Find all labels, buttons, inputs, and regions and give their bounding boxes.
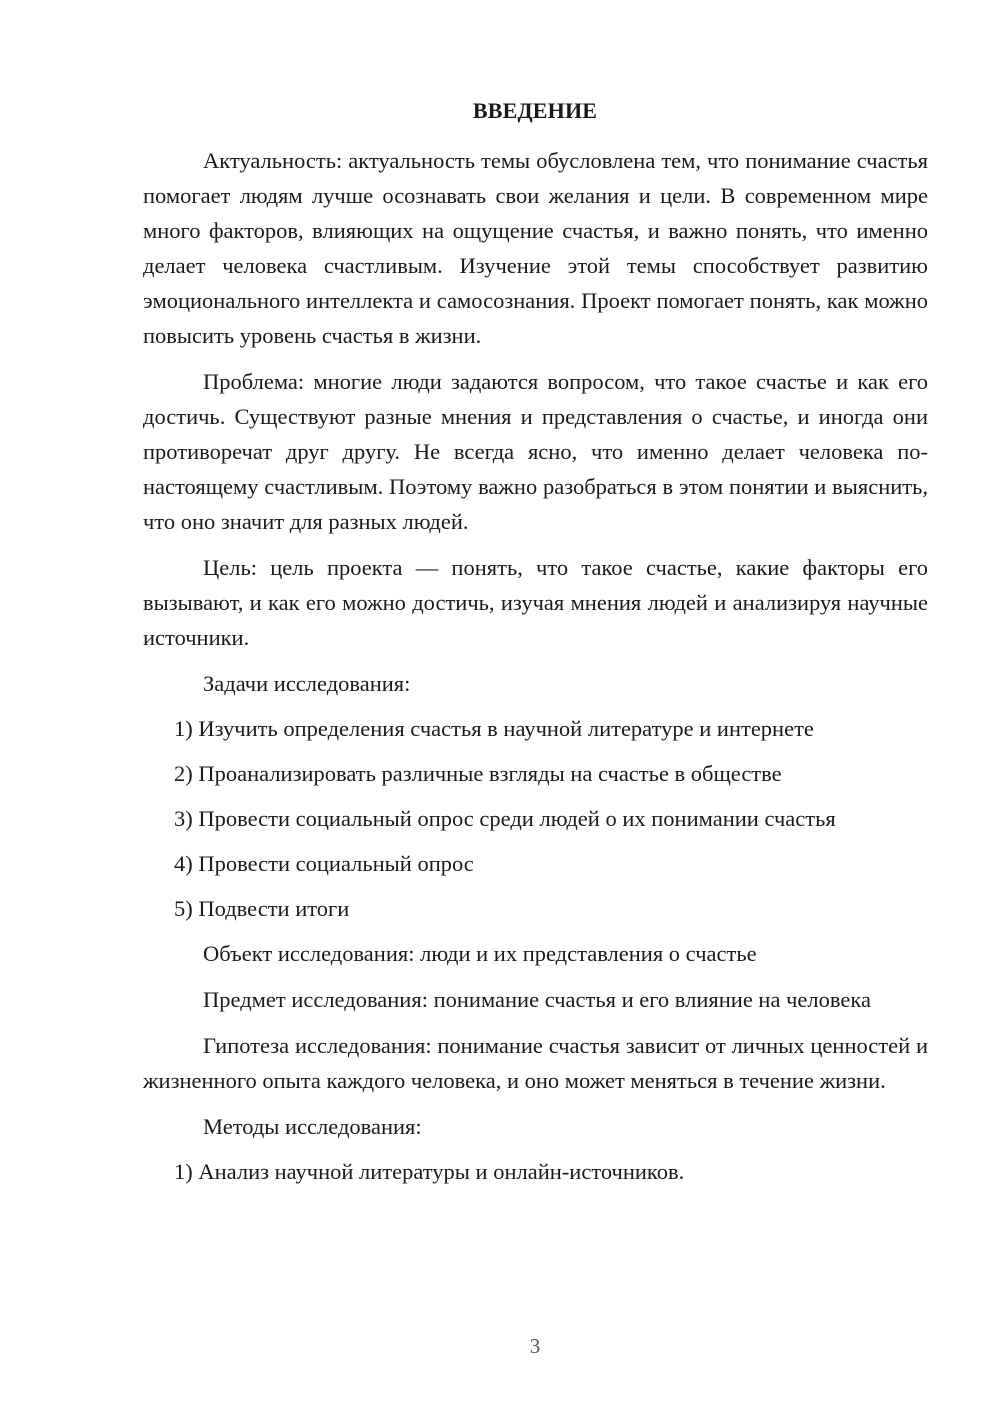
paragraph-hypothesis: Гипотеза исследования: понимание счастья зависит от личных ценностей и жизненного опыта каждого человека, и оно может меняться в течение жизни. [143,1033,928,1093]
page-title: ВВЕДЕНИЕ [472,98,598,123]
paragraph-subject: Предмет исследования: понимание счастья и его влияние на человека [203,987,871,1012]
task-item: 2) Проанализировать различные взгляды на счастье в обществе [174,761,782,786]
methods-label: Методы исследования: [203,1114,422,1139]
task-item: 1) Изучить определения счастья в научной литературе и интернете [174,716,814,741]
paragraph-problem: Проблема: многие люди задаются вопросом, что такое счастье и как его достичь. Существуют разные мнения и представления о счастье, и иногда они противоречат друг другу. Не всегда ясно, что именно делает человека по-настоящему счастливым. Поэтому важно разобраться в этом понятии и выяснить, что оно значит для разных людей. [143,369,928,534]
paragraph-object: Объект исследования: люди и их представления о счастье [203,941,757,966]
task-item: 3) Провести социальный опрос среди людей о их понимании счастья [174,806,836,831]
tasks-label: Задачи исследования: [203,671,411,696]
task-item: 5) Подвести итоги [174,896,350,921]
task-item: 4) Провести социальный опрос [174,851,474,876]
document-body [143,143,928,1199]
paragraph-relevance: Актуальность: актуальность темы обусловлена тем, что понимание счастья помогает людям лучше осознавать свои желания и цели. В современном мире много факторов, влияющих на ощущение счастья, и важно понять, что именно делает человека счастливым. Изучение этой темы способствует развитию эмоционального интеллекта и самосознания. Проект помогает понять, как можно повысить уровень счастья в жизни. [143,148,928,348]
paragraph-goal: Цель: цель проекта — понять, что такое счастье, какие факторы его вызывают, и как его можно достичь, изучая мнения людей и анализируя научные источники. [143,555,928,650]
page-number: 3 [529,1334,541,1358]
method-item: 1) Анализ научной литературы и онлайн-источников. [174,1159,685,1184]
